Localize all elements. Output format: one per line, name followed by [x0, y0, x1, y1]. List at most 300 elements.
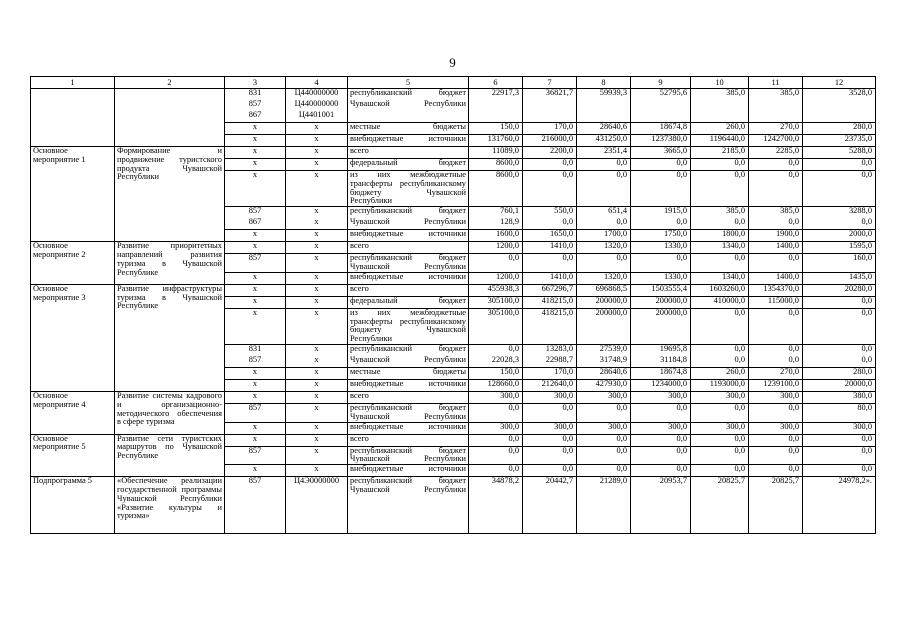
event-name-cell: Основное мероприятие 5	[31, 434, 115, 477]
column-number: 2	[115, 77, 225, 89]
value-cell: 1900,0	[749, 230, 803, 242]
source-cell: внебюджетные источники	[348, 379, 469, 391]
value-cell: 410000,0	[691, 296, 749, 308]
value-cell: 22028,3	[469, 356, 523, 368]
value-cell: 385,0	[749, 207, 803, 219]
admin-code-cell: x	[225, 296, 286, 308]
budget-code-cell: x	[286, 254, 348, 273]
value-cell: 427930,0	[577, 379, 631, 391]
value-cell: 20953,7	[631, 477, 691, 534]
column-number-row	[31, 77, 876, 89]
table-row	[31, 242, 876, 254]
budget-code-cell: x	[286, 344, 348, 356]
value-cell: 300,0	[803, 422, 876, 434]
value-cell: 0,0	[523, 218, 577, 230]
value-cell: 13283,0	[523, 344, 577, 356]
source-cell: из них межбюджетные трансферты республиканскому бюджету Чувашской Республики	[348, 308, 469, 344]
value-cell: 1603260,0	[691, 284, 749, 296]
value-cell: 0,0	[631, 218, 691, 230]
column-number: 8	[577, 77, 631, 89]
value-cell: 385,0	[691, 207, 749, 219]
source-cell: Чувашской Республики	[348, 218, 469, 230]
admin-code-cell: x	[225, 391, 286, 403]
value-cell: 0,0	[523, 465, 577, 477]
value-cell: 260,0	[691, 367, 749, 379]
column-number: 4	[286, 77, 348, 89]
value-cell: 27539,0	[577, 344, 631, 356]
value-cell: 431250,0	[577, 135, 631, 147]
value-cell	[469, 100, 523, 111]
source-cell: из них межбюджетные трансферты республиканскому бюджету Чувашской Республики	[348, 171, 469, 207]
value-cell: 385,0	[691, 89, 749, 101]
value-cell: 418215,0	[523, 308, 577, 344]
budget-code-cell: x	[286, 230, 348, 242]
value-cell: 36821,7	[523, 89, 577, 101]
page-number: 9	[449, 55, 456, 70]
source-cell: федеральный бюджет	[348, 159, 469, 171]
value-cell: 1600,0	[469, 230, 523, 242]
admin-code-cell: 867	[225, 111, 286, 123]
value-cell: 1193000,0	[691, 379, 749, 391]
source-cell: внебюджетные источники	[348, 135, 469, 147]
value-cell	[577, 111, 631, 123]
source-cell: местные бюджеты	[348, 367, 469, 379]
value-cell: 0,0	[803, 434, 876, 446]
admin-code-cell: x	[225, 434, 286, 446]
value-cell: 20825,7	[749, 477, 803, 534]
event-name-cell	[31, 89, 115, 147]
value-cell: 0,0	[631, 171, 691, 207]
value-cell	[469, 111, 523, 123]
value-cell: 0,0	[691, 171, 749, 207]
value-cell: 1237380,0	[631, 135, 691, 147]
source-cell: республиканский бюджет Чувашской Республики	[348, 477, 469, 534]
event-name-cell: Основное мероприятие 2	[31, 242, 115, 285]
value-cell: 380,0	[803, 391, 876, 403]
budget-code-cell: x	[286, 356, 348, 368]
budget-code-cell: x	[286, 379, 348, 391]
admin-code-cell: x	[225, 379, 286, 391]
value-cell: 0,0	[803, 308, 876, 344]
value-cell: 1595,0	[803, 242, 876, 254]
value-cell: 150,0	[469, 367, 523, 379]
column-number: 3	[225, 77, 286, 89]
admin-code-cell: x	[225, 230, 286, 242]
value-cell: 0,0	[803, 171, 876, 207]
value-cell: 22917,3	[469, 89, 523, 101]
source-cell: местные бюджеты	[348, 123, 469, 135]
value-cell: 0,0	[691, 434, 749, 446]
value-cell: 200000,0	[631, 308, 691, 344]
value-cell: 0,0	[523, 434, 577, 446]
column-number: 11	[749, 77, 803, 89]
admin-code-cell: x	[225, 171, 286, 207]
value-cell: 19695,8	[631, 344, 691, 356]
value-cell	[691, 111, 749, 123]
admin-code-cell: x	[225, 367, 286, 379]
value-cell: 300,0	[577, 391, 631, 403]
table-row	[31, 284, 876, 296]
value-cell: 550,0	[523, 207, 577, 219]
value-cell: 1200,0	[469, 272, 523, 284]
budget-code-cell: x	[286, 296, 348, 308]
value-cell: 1234000,0	[631, 379, 691, 391]
event-title-cell	[115, 89, 225, 147]
value-cell: 0,0	[803, 446, 876, 465]
admin-code-cell: 831	[225, 89, 286, 101]
value-cell: 0,0	[469, 254, 523, 273]
value-cell: 0,0	[577, 171, 631, 207]
value-cell: 131760,0	[469, 135, 523, 147]
value-cell: 0,0	[691, 159, 749, 171]
value-cell: 0,0	[523, 254, 577, 273]
admin-code-cell: 857	[225, 356, 286, 368]
value-cell: 200000,0	[577, 296, 631, 308]
admin-code-cell: 857	[225, 207, 286, 219]
event-title-cell: «Обеспечение реализации государственной программы Чувашской Республики «Развитие культуры и туризма»	[115, 477, 225, 534]
event-title-cell: Развитие инфраструктуры туризма в Чувашской Республике	[115, 284, 225, 391]
source-cell: федеральный бюджет	[348, 296, 469, 308]
source-cell: республиканский бюджет	[348, 344, 469, 356]
value-cell: 59939,3	[577, 89, 631, 101]
source-cell: республиканский бюджет Чувашской Республики	[348, 446, 469, 465]
budget-code-cell: Ц4Э0000000	[286, 477, 348, 534]
value-cell: 200000,0	[577, 308, 631, 344]
value-cell: 1503555,4	[631, 284, 691, 296]
budget-code-cell: x	[286, 135, 348, 147]
value-cell: 1242700,0	[749, 135, 803, 147]
value-cell: 1320,0	[577, 272, 631, 284]
value-cell: 0,0	[691, 218, 749, 230]
value-cell: 305100,0	[469, 296, 523, 308]
source-cell: всего	[348, 242, 469, 254]
admin-code-cell: x	[225, 422, 286, 434]
column-number: 10	[691, 77, 749, 89]
value-cell: 0,0	[749, 434, 803, 446]
value-cell: 23735,0	[803, 135, 876, 147]
column-number: 12	[803, 77, 876, 89]
value-cell: 5288,0	[803, 147, 876, 159]
value-cell: 3288,0	[803, 207, 876, 219]
value-cell	[749, 100, 803, 111]
budget-code-cell: x	[286, 284, 348, 296]
value-cell: 0,0	[631, 159, 691, 171]
value-cell: 0,0	[691, 356, 749, 368]
budget-code-cell: x	[286, 171, 348, 207]
value-cell: 1200,0	[469, 242, 523, 254]
value-cell: 300,0	[577, 422, 631, 434]
admin-code-cell: x	[225, 123, 286, 135]
budget-code-cell: x	[286, 403, 348, 422]
value-cell: 696868,5	[577, 284, 631, 296]
value-cell: 418215,0	[523, 296, 577, 308]
value-cell: 0,0	[749, 465, 803, 477]
value-cell: 0,0	[803, 218, 876, 230]
budget-code-cell: x	[286, 465, 348, 477]
value-cell: 20280,0	[803, 284, 876, 296]
event-title-cell: Формирование и продвижение туристского продукта Чувашской Республики	[115, 147, 225, 242]
value-cell: 20442,7	[523, 477, 577, 534]
value-cell: 280,0	[803, 123, 876, 135]
source-cell	[348, 111, 469, 123]
value-cell	[631, 100, 691, 111]
value-cell: 300,0	[631, 391, 691, 403]
budget-code-cell: x	[286, 367, 348, 379]
value-cell: 0,0	[577, 465, 631, 477]
value-cell: 1340,0	[691, 272, 749, 284]
value-cell: 2000,0	[803, 230, 876, 242]
value-cell: 0,0	[523, 446, 577, 465]
value-cell: 0,0	[749, 218, 803, 230]
event-name-cell: Основное мероприятие 1	[31, 147, 115, 242]
value-cell: 0,0	[749, 403, 803, 422]
admin-code-cell: x	[225, 159, 286, 171]
column-number: 1	[31, 77, 115, 89]
value-cell: 1330,0	[631, 242, 691, 254]
value-cell: 160,0	[803, 254, 876, 273]
value-cell: 1410,0	[523, 242, 577, 254]
event-name-cell: Подпрограмма 5	[31, 477, 115, 534]
value-cell: 1410,0	[523, 272, 577, 284]
value-cell: 1196440,0	[691, 135, 749, 147]
column-number: 6	[469, 77, 523, 89]
value-cell: 0,0	[523, 159, 577, 171]
value-cell: 0,0	[691, 344, 749, 356]
budget-code-cell: x	[286, 446, 348, 465]
value-cell	[523, 111, 577, 123]
value-cell: 0,0	[577, 159, 631, 171]
budget-code-cell: x	[286, 207, 348, 219]
value-cell: 0,0	[577, 434, 631, 446]
value-cell: 115000,0	[749, 296, 803, 308]
value-cell: 0,0	[749, 171, 803, 207]
value-cell: 28640,6	[577, 367, 631, 379]
budget-code-cell: x	[286, 272, 348, 284]
value-cell: 2185,0	[691, 147, 749, 159]
value-cell: 0,0	[749, 254, 803, 273]
value-cell: 150,0	[469, 123, 523, 135]
value-cell: 300,0	[469, 422, 523, 434]
admin-code-cell: x	[225, 147, 286, 159]
admin-code-cell: x	[225, 465, 286, 477]
value-cell: 0,0	[631, 465, 691, 477]
admin-code-cell: 831	[225, 344, 286, 356]
value-cell: 0,0	[749, 446, 803, 465]
value-cell: 0,0	[803, 465, 876, 477]
budget-table	[30, 76, 876, 534]
value-cell: 21289,0	[577, 477, 631, 534]
value-cell: 0,0	[577, 446, 631, 465]
source-cell: республиканский бюджет	[348, 207, 469, 219]
source-cell: внебюджетные источники	[348, 230, 469, 242]
value-cell: 200000,0	[631, 296, 691, 308]
value-cell: 0,0	[749, 308, 803, 344]
value-cell: 300,0	[631, 422, 691, 434]
value-cell: 3528,0	[803, 89, 876, 101]
value-cell: 128,9	[469, 218, 523, 230]
source-cell: республиканский бюджет	[348, 89, 469, 101]
value-cell: 270,0	[749, 123, 803, 135]
value-cell: 20000,0	[803, 379, 876, 391]
budget-code-cell: Ц440000000	[286, 100, 348, 111]
value-cell: 0,0	[749, 344, 803, 356]
admin-code-cell: 857	[225, 446, 286, 465]
admin-code-cell: x	[225, 242, 286, 254]
event-name-cell: Основное мероприятие 3	[31, 284, 115, 391]
value-cell: 3665,0	[631, 147, 691, 159]
value-cell: 0,0	[749, 356, 803, 368]
value-cell: 385,0	[749, 89, 803, 101]
value-cell: 0,0	[749, 159, 803, 171]
value-cell: 1320,0	[577, 242, 631, 254]
source-cell: республиканский бюджет Чувашской Республики	[348, 403, 469, 422]
value-cell: 270,0	[749, 367, 803, 379]
value-cell: 8600,0	[469, 171, 523, 207]
value-cell: 280,0	[803, 367, 876, 379]
admin-code-cell: 857	[225, 403, 286, 422]
value-cell: 24978,2».	[803, 477, 876, 534]
column-number: 5	[348, 77, 469, 89]
value-cell: 0,0	[691, 465, 749, 477]
admin-code-cell: x	[225, 284, 286, 296]
source-cell: всего	[348, 391, 469, 403]
value-cell: 0,0	[469, 446, 523, 465]
admin-code-cell: x	[225, 135, 286, 147]
budget-code-cell: x	[286, 391, 348, 403]
value-cell: 0,0	[803, 356, 876, 368]
table-row	[31, 434, 876, 446]
table-row	[31, 89, 876, 101]
value-cell: 300,0	[691, 391, 749, 403]
value-cell: 52795,6	[631, 89, 691, 101]
value-cell: 170,0	[523, 367, 577, 379]
column-number: 7	[523, 77, 577, 89]
value-cell: 1650,0	[523, 230, 577, 242]
event-name-cell: Основное мероприятие 4	[31, 391, 115, 434]
value-cell: 31184,8	[631, 356, 691, 368]
source-cell: внебюджетные источники	[348, 272, 469, 284]
value-cell: 651,4	[577, 207, 631, 219]
budget-code-cell: Ц440000000	[286, 89, 348, 101]
value-cell: 300,0	[749, 422, 803, 434]
value-cell: 0,0	[631, 403, 691, 422]
source-cell: всего	[348, 284, 469, 296]
source-cell: Чувашской Республики	[348, 100, 469, 111]
value-cell: 1330,0	[631, 272, 691, 284]
budget-code-cell: x	[286, 218, 348, 230]
value-cell: 667296,7	[523, 284, 577, 296]
value-cell: 0,0	[469, 465, 523, 477]
admin-code-cell: 857	[225, 254, 286, 273]
source-cell: внебюджетные источники	[348, 422, 469, 434]
value-cell: 1340,0	[691, 242, 749, 254]
value-cell: 0,0	[469, 344, 523, 356]
source-cell: республиканский бюджет Чувашской Республики	[348, 254, 469, 273]
value-cell: 0,0	[803, 159, 876, 171]
value-cell	[691, 100, 749, 111]
value-cell: 0,0	[469, 403, 523, 422]
value-cell: 0,0	[631, 434, 691, 446]
value-cell: 22988,7	[523, 356, 577, 368]
admin-code-cell: 857	[225, 477, 286, 534]
value-cell: 2200,0	[523, 147, 577, 159]
admin-code-cell: x	[225, 272, 286, 284]
value-cell: 18674,8	[631, 123, 691, 135]
value-cell: 305100,0	[469, 308, 523, 344]
value-cell: 455938,3	[469, 284, 523, 296]
value-cell: 28640,6	[577, 123, 631, 135]
value-cell: 300,0	[691, 422, 749, 434]
value-cell: 1700,0	[577, 230, 631, 242]
value-cell: 0,0	[691, 446, 749, 465]
value-cell: 1800,0	[691, 230, 749, 242]
value-cell	[577, 100, 631, 111]
source-cell: всего	[348, 434, 469, 446]
value-cell: 1750,0	[631, 230, 691, 242]
table-row	[31, 391, 876, 403]
table-row	[31, 477, 876, 534]
value-cell: 2285,0	[749, 147, 803, 159]
event-title-cell: Развитие сети туристских маршрутов по Чувашской Республике	[115, 434, 225, 477]
value-cell: 31748,9	[577, 356, 631, 368]
value-cell: 216000,0	[523, 135, 577, 147]
value-cell: 260,0	[691, 123, 749, 135]
table-row	[31, 147, 876, 159]
source-cell: всего	[348, 147, 469, 159]
budget-code-cell: x	[286, 422, 348, 434]
budget-code-cell: x	[286, 308, 348, 344]
budget-code-cell: x	[286, 123, 348, 135]
value-cell: 0,0	[803, 296, 876, 308]
value-cell: 1400,0	[749, 242, 803, 254]
value-cell: 0,0	[631, 254, 691, 273]
value-cell: 0,0	[691, 254, 749, 273]
admin-code-cell: 857	[225, 100, 286, 111]
value-cell: 0,0	[803, 344, 876, 356]
value-cell: 1354370,0	[749, 284, 803, 296]
value-cell	[749, 111, 803, 123]
value-cell: 300,0	[523, 422, 577, 434]
value-cell: 212640,0	[523, 379, 577, 391]
value-cell: 300,0	[749, 391, 803, 403]
value-cell: 11089,0	[469, 147, 523, 159]
value-cell: 0,0	[577, 218, 631, 230]
value-cell: 1915,0	[631, 207, 691, 219]
value-cell: 0,0	[691, 403, 749, 422]
value-cell: 760,1	[469, 207, 523, 219]
value-cell: 34878,2	[469, 477, 523, 534]
value-cell: 300,0	[469, 391, 523, 403]
value-cell: 0,0	[469, 434, 523, 446]
value-cell	[803, 100, 876, 111]
value-cell: 1239100,0	[749, 379, 803, 391]
value-cell: 0,0	[523, 403, 577, 422]
value-cell: 18674,8	[631, 367, 691, 379]
value-cell: 0,0	[577, 254, 631, 273]
budget-code-cell: x	[286, 242, 348, 254]
value-cell: 1435,0	[803, 272, 876, 284]
admin-code-cell: 867	[225, 218, 286, 230]
value-cell: 80,0	[803, 403, 876, 422]
event-title-cell: Развитие приоритетных направлений развития туризма в Чувашской Республике	[115, 242, 225, 285]
value-cell: 0,0	[523, 171, 577, 207]
value-cell	[523, 100, 577, 111]
column-number: 9	[631, 77, 691, 89]
admin-code-cell: x	[225, 308, 286, 344]
budget-code-cell: x	[286, 434, 348, 446]
value-cell: 2351,4	[577, 147, 631, 159]
value-cell: 0,0	[691, 308, 749, 344]
